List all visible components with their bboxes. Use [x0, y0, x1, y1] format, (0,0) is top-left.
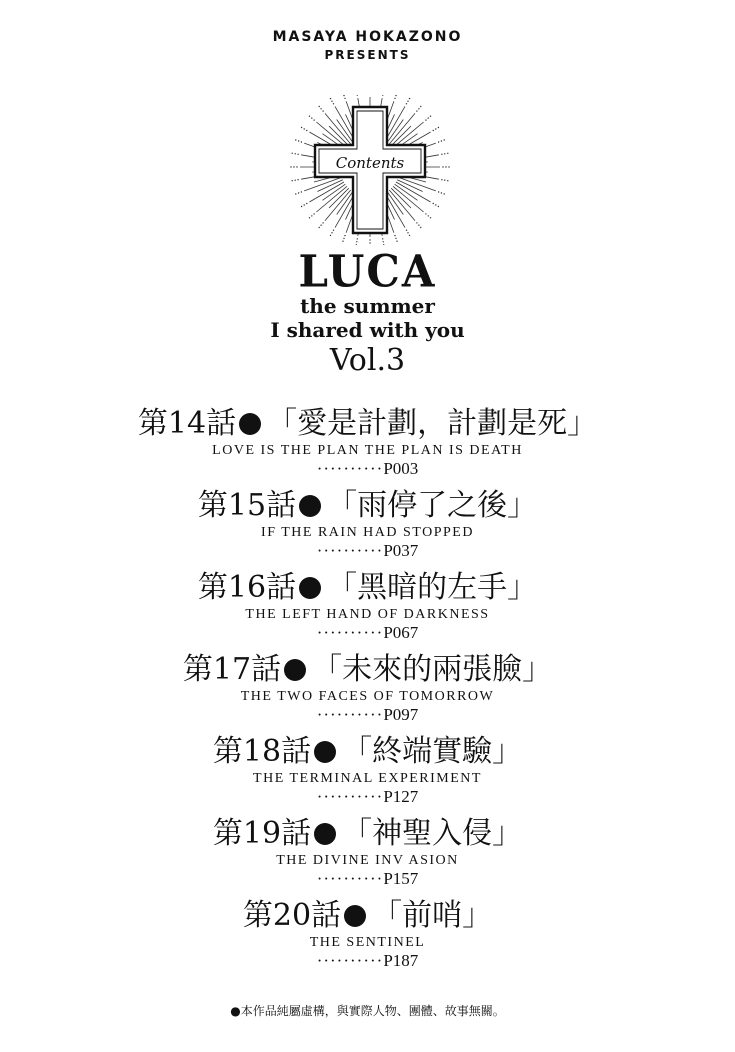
bullet-icon — [314, 741, 336, 763]
toc-entry — [0, 651, 735, 733]
presents-label: PRESENTS — [324, 48, 411, 62]
bullet-icon — [299, 577, 321, 599]
page-number: P003 — [383, 459, 419, 478]
chapter-number: 第15話 — [197, 488, 297, 523]
author-name: MASAYA HOKAZONO — [272, 29, 463, 45]
chapter-number: 第14話 — [137, 406, 237, 441]
chapter-title-jp: 「終端實驗」 — [342, 734, 523, 769]
chapter-title-jp: 「愛是計劃，計劃是死」 — [267, 406, 598, 441]
chapter-title-en: THE LEFT HAND OF DARKNESS — [245, 607, 490, 622]
table-of-contents — [0, 405, 735, 979]
toc-entry — [0, 487, 735, 569]
leader-dots: ·········· — [316, 869, 384, 888]
page-number: P127 — [383, 787, 419, 806]
chapter-title-en: THE SENTINEL — [309, 935, 426, 950]
chapter-number: 第20話 — [242, 898, 342, 933]
chapter-title-jp: 「雨停了之後」 — [327, 488, 538, 523]
leader-dots: ·········· — [316, 705, 384, 724]
bullet-icon — [284, 659, 306, 681]
toc-entry — [0, 897, 735, 979]
chapter-title-jp: 「前哨」 — [372, 898, 493, 933]
toc-entry — [0, 569, 735, 651]
chapter-title-en: THE TERMINAL EXPERIMENT — [253, 771, 482, 786]
chapter-number: 第18話 — [212, 734, 312, 769]
chapter-title-en: THE TWO FACES OF TOMORROW — [240, 689, 495, 704]
page-number: P067 — [383, 623, 419, 642]
cross-icon — [285, 95, 455, 245]
toc-entry — [0, 405, 735, 487]
page-number: P037 — [383, 541, 419, 560]
disclaimer-note: ●本作品純屬虛構，與實際人物、團體、故事無關。 — [230, 1004, 505, 1018]
bullet-icon — [314, 823, 336, 845]
bullet-icon — [344, 905, 366, 927]
contents-label: Contents — [335, 154, 405, 172]
bullet-icon — [239, 413, 261, 435]
series-subtitle-line1: the summer — [300, 294, 435, 318]
chapter-title-en: LOVE IS THE PLAN THE PLAN IS DEATH — [212, 443, 523, 458]
page-number: P097 — [383, 705, 419, 724]
leader-dots: ·········· — [316, 541, 384, 560]
chapter-title-jp: 「神聖入侵」 — [342, 816, 523, 851]
series-title: LUCA — [298, 245, 437, 298]
title-block — [0, 245, 735, 378]
chapter-title-jp: 「黑暗的左手」 — [327, 570, 538, 605]
series-subtitle-line2: I shared with you — [270, 318, 465, 342]
bullet-icon — [299, 495, 321, 517]
leader-dots: ·········· — [316, 787, 384, 806]
toc-entry — [0, 733, 735, 815]
leader-dots: ·········· — [316, 623, 384, 642]
page-number: P157 — [383, 869, 419, 888]
leader-dots: ·········· — [316, 951, 384, 970]
header — [0, 28, 735, 64]
contents-emblem — [285, 95, 455, 245]
leader-dots: ·········· — [316, 459, 384, 478]
chapter-number: 第17話 — [182, 652, 282, 687]
chapter-number: 第19話 — [212, 816, 312, 851]
toc-entry — [0, 815, 735, 897]
chapter-title-en: THE DIVINE INV ASION — [276, 853, 459, 868]
page-number: P187 — [383, 951, 419, 970]
chapter-title-en: IF THE RAIN HAD STOPPED — [261, 525, 474, 540]
chapter-number: 第16話 — [197, 570, 297, 605]
chapter-title-jp: 「未來的兩張臉」 — [312, 652, 553, 687]
volume-label: Vol.3 — [329, 343, 406, 378]
